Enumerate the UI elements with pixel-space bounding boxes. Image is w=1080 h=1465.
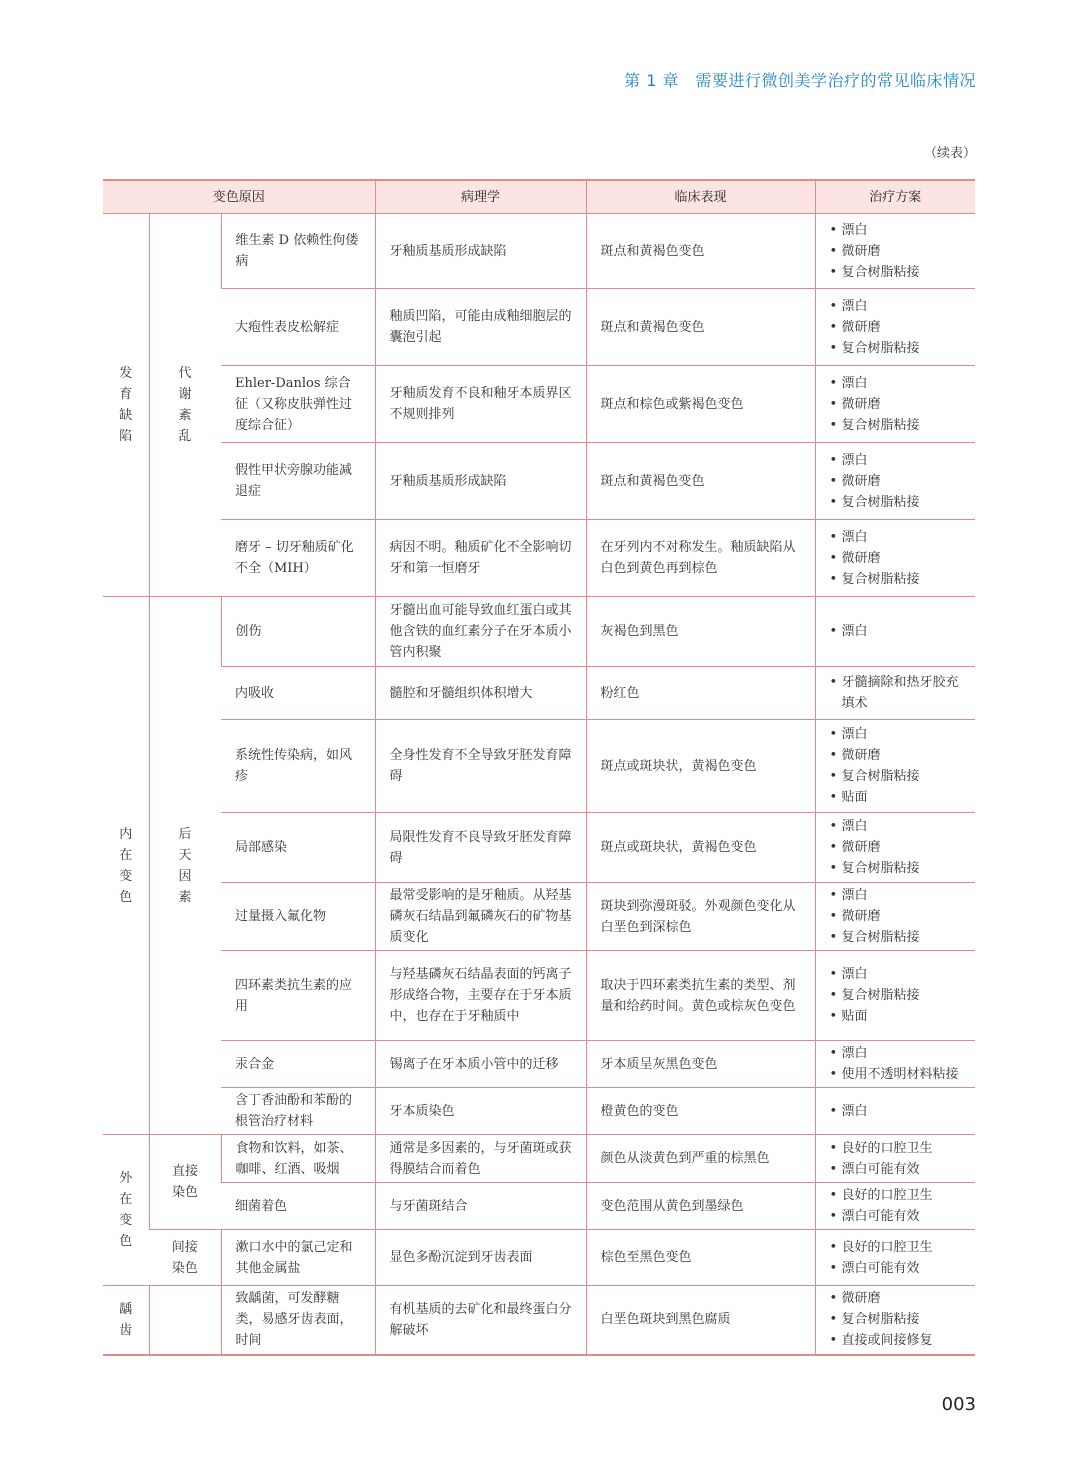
treatment-cell [815,1088,975,1135]
subcategory-label: 直接染色 [171,1164,198,1200]
treatment-item: • 复合树脂粘接 [830,985,962,1006]
treatment-item: • 复合树脂粘接 [830,262,962,283]
treatment-item: • 微研磨 [830,548,962,569]
treatment-list [830,1288,962,1351]
treatment-cell [815,366,975,443]
header-treatment: 治疗方案 [815,180,975,214]
subcategory-label: 后天因素 [178,826,192,905]
treatment-cell [815,443,975,520]
treatment-item: • 微研磨 [830,906,962,927]
cause-cell: 假性甲状旁腺功能减退症 [221,443,375,520]
category-cell [103,1135,149,1286]
treatment-item: • 微研磨 [830,471,962,492]
treatment-list [830,885,962,948]
treatment-item: • 良好的口腔卫生 [830,1237,962,1258]
treatment-cell [815,1135,975,1183]
treatment-cell [815,289,975,366]
treatment-list [830,724,962,808]
table-row [103,366,975,443]
table-row [103,720,975,813]
treatment-item: • 漂白 [830,621,962,642]
treatment-list [830,296,962,359]
continued-label: （续表） [923,146,976,161]
treatment-cell [815,597,975,667]
chapter-header: 第 1 章 需要进行微创美学治疗的常见临床情况 [624,71,976,90]
cause-cell: 维生素 D 依赖性佝偻病 [221,214,375,289]
treatment-list [830,220,962,283]
treatment-item: • 直接或间接修复 [830,1330,962,1351]
treatment-list [830,527,962,590]
pathology-cell: 最常受影响的是牙釉质。从羟基磷灰石结晶到氟磷灰石的矿物基质变化 [375,883,586,951]
treatment-item: • 微研磨 [830,745,962,766]
treatment-cell [815,520,975,597]
discoloration-table [103,179,975,1356]
pathology-cell: 牙本质染色 [375,1088,586,1135]
treatment-list [830,672,962,714]
treatment-list [830,964,962,1027]
table-row [103,667,975,720]
cause-cell: 含丁香油酚和苯酚的根管治疗材料 [221,1088,375,1135]
treatment-item: • 良好的口腔卫生 [830,1185,962,1206]
cause-cell: 汞合金 [221,1041,375,1088]
table-row [103,951,975,1041]
clinical-cell: 橙黄色的变色 [586,1088,815,1135]
pathology-cell: 牙髓出血可能导致血红蛋白或其他含铁的血红素分子在牙本质小管内积聚 [375,597,586,667]
table-row [103,1230,975,1286]
treatment-item: • 复合树脂粘接 [830,858,962,879]
pathology-cell: 局限性发育不良导致牙胚发育障碍 [375,813,586,883]
pathology-cell: 通常是多因素的，与牙菌斑或获得膜结合而着色 [375,1135,586,1183]
treatment-item: • 漂白 [830,1101,962,1122]
treatment-list [830,373,962,436]
clinical-cell: 牙本质呈灰黑色变色 [586,1041,815,1088]
clinical-cell: 粉红色 [586,667,815,720]
subcategory-label: 间接染色 [171,1239,198,1276]
treatment-cell [815,667,975,720]
treatment-cell [815,1041,975,1088]
table-row [103,520,975,597]
clinical-cell: 变色范围从黄色到墨绿色 [586,1183,815,1230]
subcategory-cell [149,1135,221,1230]
pathology-cell: 牙釉质基质形成缺陷 [375,214,586,289]
clinical-cell: 灰褐色到黑色 [586,597,815,667]
treatment-cell [815,951,975,1041]
cause-cell: 内吸收 [221,667,375,720]
treatment-list [830,621,962,642]
treatment-cell [815,720,975,813]
category-label: 龋齿 [119,1301,133,1338]
pathology-cell: 锡离子在牙本质小管中的迁移 [375,1041,586,1088]
header-pathology: 病理学 [375,180,586,214]
category-cell [103,1286,149,1355]
category-cell [103,214,149,597]
pathology-cell: 髓腔和牙髓组织体积增大 [375,667,586,720]
cause-cell: 大疱性表皮松解症 [221,289,375,366]
cause-cell: 细菌着色 [221,1183,375,1230]
cause-cell: 系统性传染病，如风疹 [221,720,375,813]
treatment-item: • 微研磨 [830,394,962,415]
pathology-cell: 显色多酚沉淀到牙齿表面 [375,1230,586,1286]
pathology-cell: 全身性发育不全导致牙胚发育障碍 [375,720,586,813]
table-header-row [103,180,975,214]
table-row [103,883,975,951]
treatment-item: • 牙髓摘除和热牙胶充填术 [830,672,962,714]
table-row [103,1183,975,1230]
treatment-item: • 漂白 [830,220,962,241]
clinical-cell: 斑点和黄褐色变色 [586,443,815,520]
treatment-item: • 漂白 [830,885,962,906]
treatment-item: • 微研磨 [830,1288,962,1309]
category-cell [103,597,149,1135]
treatment-cell [815,1286,975,1355]
treatment-list [830,1185,962,1227]
cause-cell: 四环素类抗生素的应用 [221,951,375,1041]
treatment-item: • 复合树脂粘接 [830,766,962,787]
treatment-item: • 漂白可能有效 [830,1258,962,1279]
subcategory-label: 代谢紊乱 [178,366,192,444]
treatment-item: • 漂白 [830,296,962,317]
subcategory-cell [149,1286,221,1355]
table-row [103,443,975,520]
table-body [103,214,975,1355]
clinical-cell: 斑块到弥漫斑驳。外观颜色变化从白垩色到深棕色 [586,883,815,951]
subcategory-cell [149,214,221,597]
clinical-cell: 在牙列内不对称发生。釉质缺陷从白色到黄色再到棕色 [586,520,815,597]
treatment-item: • 漂白可能有效 [830,1206,962,1227]
table-row [103,813,975,883]
clinical-cell: 白垩色斑块到黑色腐质 [586,1286,815,1355]
pathology-cell: 与羟基磷灰石结晶表面的钙离子形成络合物，主要存在于牙本质中，也存在于牙釉质中 [375,951,586,1041]
treatment-list [830,1237,962,1279]
treatment-list [830,1043,962,1085]
treatment-item: • 良好的口腔卫生 [830,1138,962,1159]
table-row [103,1041,975,1088]
treatment-cell [815,813,975,883]
treatment-item: • 复合树脂粘接 [830,492,962,513]
pathology-cell: 釉质凹陷，可能由成釉细胞层的囊泡引起 [375,289,586,366]
clinical-cell: 斑点和黄褐色变色 [586,289,815,366]
treatment-item: • 漂白 [830,373,962,394]
treatment-item: • 微研磨 [830,837,962,858]
treatment-list [830,450,962,513]
cause-cell: Ehler-Danlos 综合征（又称皮肤弹性过度综合征） [221,366,375,443]
treatment-item: • 复合树脂粘接 [830,1309,962,1330]
table-row [103,1286,975,1355]
clinical-cell: 斑点或斑块状，黄褐色变色 [586,720,815,813]
header-clinical: 临床表现 [586,180,815,214]
page-number: 003 [941,1394,976,1415]
treatment-list [830,816,962,879]
treatment-item: • 漂白 [830,964,962,985]
treatment-cell [815,214,975,289]
clinical-cell: 斑点或斑块状，黄褐色变色 [586,813,815,883]
pathology-cell: 牙釉质发育不良和釉牙本质界区不规则排列 [375,366,586,443]
treatment-item: • 漂白可能有效 [830,1159,962,1180]
pathology-cell: 有机基质的去矿化和最终蛋白分解破坏 [375,1286,586,1355]
subcategory-cell [149,1230,221,1286]
pathology-cell: 牙釉质基质形成缺陷 [375,443,586,520]
pathology-cell: 与牙菌斑结合 [375,1183,586,1230]
treatment-list [830,1101,962,1122]
subcategory-cell [149,597,221,1135]
treatment-item: • 微研磨 [830,317,962,338]
clinical-cell: 取决于四环素类抗生素的类型、剂量和给药时间。黄色或棕灰色变色 [586,951,815,1041]
table-row [103,214,975,289]
treatment-item: • 复合树脂粘接 [830,338,962,359]
treatment-item: • 使用不透明材料粘接 [830,1064,962,1085]
treatment-item: • 复合树脂粘接 [830,415,962,436]
table-row [103,1135,975,1183]
treatment-item: • 漂白 [830,1043,962,1064]
treatment-item: • 贴面 [830,1006,962,1027]
cause-cell: 致龋菌，可发酵糖类，易感牙齿表面，时间 [221,1286,375,1355]
treatment-cell [815,1183,975,1230]
table-row [103,1088,975,1135]
treatment-item: • 复合树脂粘接 [830,569,962,590]
treatment-item: • 贴面 [830,787,962,808]
cause-cell: 过量摄入氟化物 [221,883,375,951]
category-label: 外在变色 [119,1171,133,1249]
category-label: 发育缺陷 [119,366,133,444]
treatment-item: • 漂白 [830,450,962,471]
clinical-cell: 斑点和棕色或紫褐色变色 [586,366,815,443]
treatment-item: • 漂白 [830,816,962,837]
cause-cell: 漱口水中的氯己定和其他金属盐 [221,1230,375,1286]
treatment-item: • 漂白 [830,527,962,548]
header-cause: 变色原因 [103,180,375,214]
treatment-item: • 微研磨 [830,241,962,262]
treatment-item: • 复合树脂粘接 [830,927,962,948]
clinical-cell: 斑点和黄褐色变色 [586,214,815,289]
table-row [103,597,975,667]
pathology-cell: 病因不明。釉质矿化不全影响切牙和第一恒磨牙 [375,520,586,597]
treatment-list [830,1138,962,1180]
table-row [103,289,975,366]
cause-cell: 食物和饮料，如茶、咖啡、红酒、吸烟 [221,1135,375,1183]
cause-cell: 创伤 [221,597,375,667]
clinical-cell: 颜色从淡黄色到严重的棕黑色 [586,1135,815,1183]
treatment-item: • 漂白 [830,724,962,745]
clinical-cell: 棕色至黑色变色 [586,1230,815,1286]
treatment-cell [815,1230,975,1286]
category-label: 内在变色 [119,826,133,905]
cause-cell: 局部感染 [221,813,375,883]
treatment-cell [815,883,975,951]
cause-cell: 磨牙 – 切牙釉质矿化不全（MIH） [221,520,375,597]
